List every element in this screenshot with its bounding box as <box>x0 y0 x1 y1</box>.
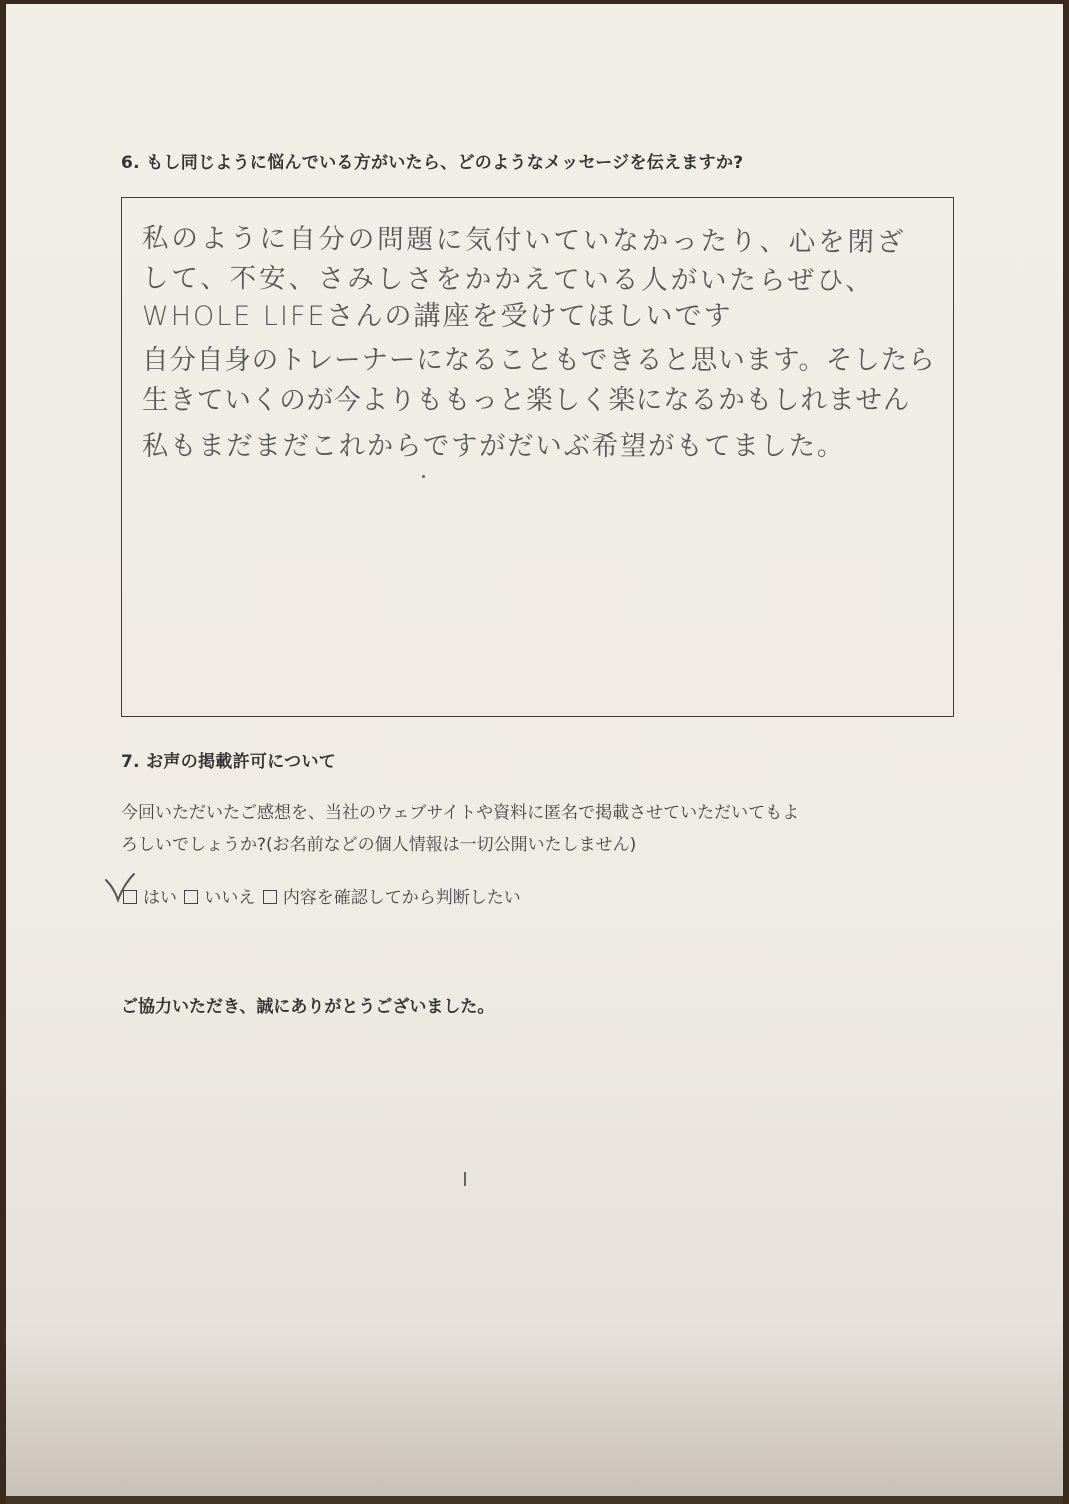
handwritten-line: WHOLE LIFEさんの講座を受けてほしいです <box>142 301 733 332</box>
body-line: 今回いただいたご感想を、当社のウェブサイトや資料に匿名で掲載させていただいてもよ <box>121 803 800 823</box>
question-7-body <box>121 797 961 861</box>
handwritten-line: 私のように自分の問題に気付いていなかったり、心を閉ざ <box>141 223 907 259</box>
option-yes-label: はい <box>143 888 177 908</box>
closing-message: ご協力いただき、誠にありがとうございました。 <box>121 997 495 1017</box>
answer-box <box>121 197 954 717</box>
option-no-label: いいえ <box>204 888 256 908</box>
body-line: ろしいでしょうか?(お名前などの個人情報は一切公開いたしません) <box>121 835 637 855</box>
handwritten-line: して、不安、さみしさをかかえている人がいたらぜひ、 <box>141 263 875 297</box>
check-mark-icon <box>104 872 140 906</box>
question-6-heading: 6. もし同じように悩んでいる方がいたら、どのようなメッセージを伝えますか? <box>121 153 744 173</box>
handwritten-line: 私もまだまだこれからですがだいぶ希望がもてました。 <box>142 431 845 462</box>
checkbox-review-first[interactable] <box>263 890 277 904</box>
handwritten-line: 生きていくのが今よりももっと楽しく楽になるかもしれません <box>142 385 911 416</box>
handwritten-line: 自分自身のトレーナーになることもできると思います。そしたら <box>142 345 936 376</box>
question-7-heading: 7. お声の掲載許可について <box>121 752 337 772</box>
checkbox-no[interactable] <box>184 890 198 904</box>
option-review-label: 内容を確認してから判断したい <box>282 888 521 908</box>
permission-options <box>121 883 521 908</box>
pencil-dot <box>422 475 425 478</box>
paper-shadow <box>6 1334 1063 1504</box>
pencil-mark <box>464 1172 466 1186</box>
